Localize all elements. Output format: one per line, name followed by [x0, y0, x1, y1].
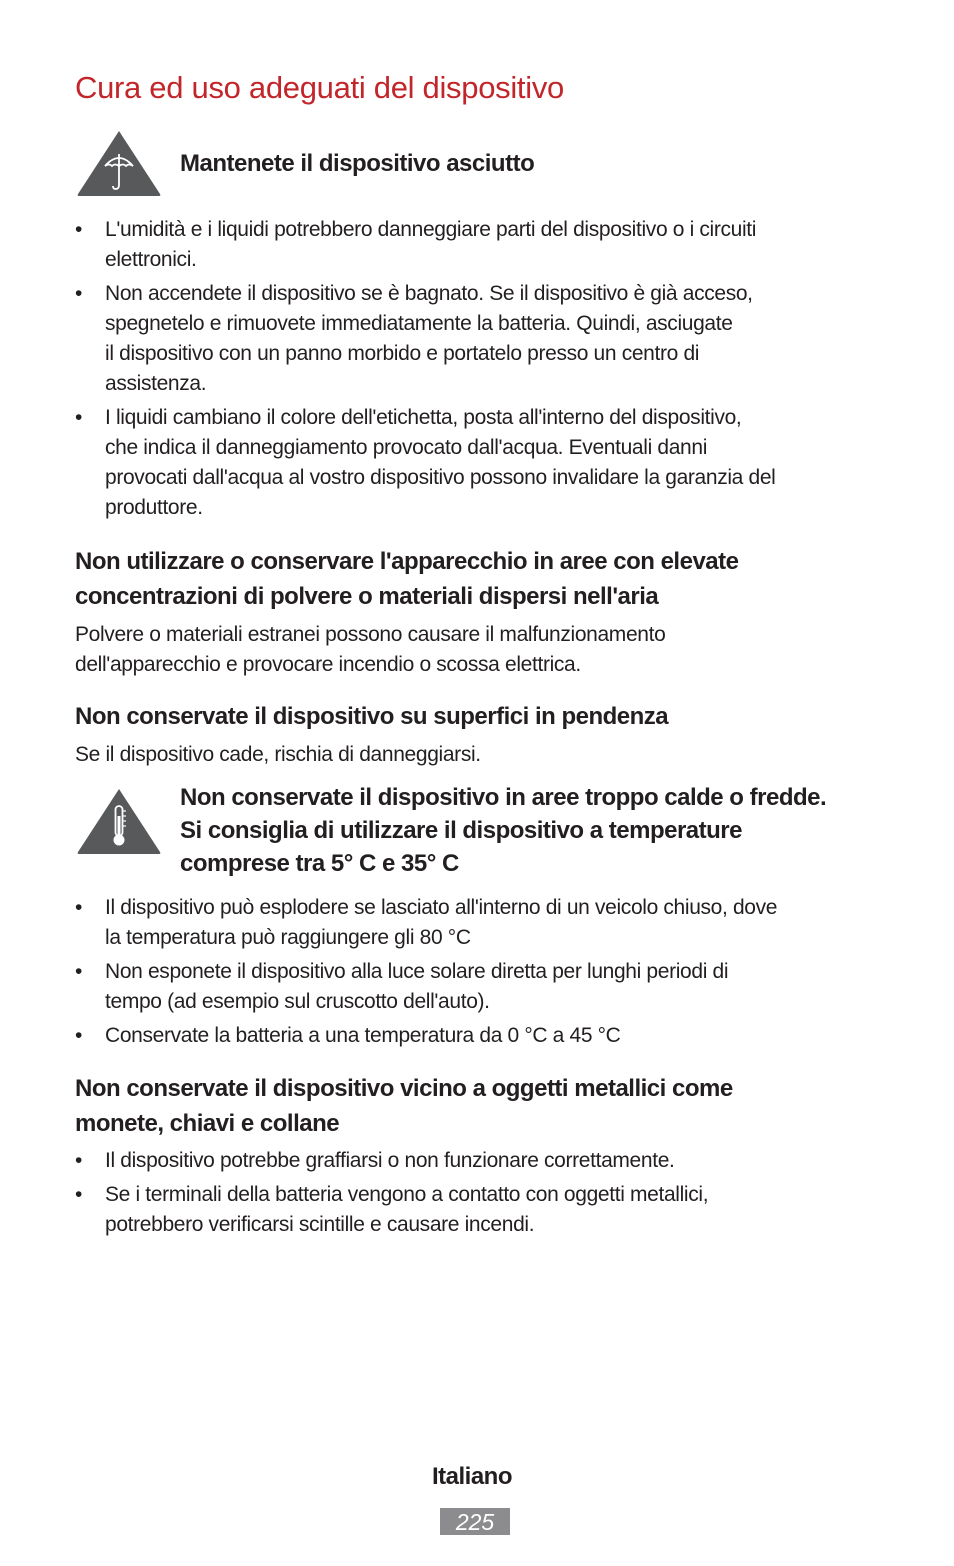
text-line: assistenza. — [105, 372, 207, 395]
heading-line: concentrazioni di polvere o materiali dispersi nell'aria — [75, 583, 659, 610]
section-heading-metal — [75, 1071, 733, 1141]
bullet-icon: • — [75, 406, 83, 429]
heading-line: Non conservate il dispositivo vicino a oggetti metallici come — [75, 1075, 733, 1102]
text-line: Non accendete il dispositivo se è bagnato. Se il dispositivo è già acceso, — [105, 282, 753, 305]
list-item — [75, 1021, 875, 1051]
bullet-icon: • — [75, 218, 83, 241]
heading-line: comprese tra 5° C e 35° C — [180, 850, 459, 877]
bullet-icon: • — [75, 282, 83, 305]
list-item — [75, 893, 875, 953]
section-heading-temperature — [180, 781, 826, 880]
umbrella-warning-icon — [75, 128, 163, 198]
section-heading-slope — [75, 699, 668, 734]
section-heading-keep-dry — [180, 147, 534, 180]
text-line: potrebbero verificarsi scintille e causare incendi. — [105, 1213, 535, 1236]
text-line: Se il dispositivo cade, rischia di danneggiarsi. — [75, 743, 481, 766]
paragraph-slope — [75, 740, 481, 770]
paragraph-dust — [75, 620, 665, 680]
text-line: Polvere o materiali estranei possono causare il malfunzionamento — [75, 623, 666, 646]
footer-language: Italiano — [431, 1463, 512, 1490]
heading-line: Mantenete il dispositivo asciutto — [180, 150, 535, 177]
text-line: I liquidi cambiano il colore dell'etichetta, posta all'interno del dispositivo, — [105, 406, 742, 429]
text-line: Se i terminali della batteria vengono a contatto con oggetti metallici, — [105, 1183, 709, 1206]
list-item — [75, 403, 875, 523]
text-line: L'umidità e i liquidi potrebbero danneggiare parti del dispositivo o i circuiti — [105, 218, 757, 241]
heading-line: Non conservate il dispositivo in aree troppo calde o fredde. — [180, 784, 827, 811]
text-line: dell'apparecchio e provocare incendio o scossa elettrica. — [75, 653, 581, 676]
list-item — [75, 215, 875, 275]
bullet-icon: • — [75, 1183, 83, 1206]
text-line: tempo (ad esempio sul cruscotto dell'auto). — [105, 990, 490, 1013]
list-item — [75, 279, 875, 399]
heading-line: Non utilizzare o conservare l'apparecchio in aree con elevate — [75, 548, 739, 575]
page-title: Cura ed uso adeguati del dispositivo — [75, 70, 564, 105]
text-line: che indica il danneggiamento provocato dall'acqua. Eventuali danni — [105, 436, 708, 459]
page-number: 225 — [440, 1508, 510, 1535]
bullet-icon: • — [75, 1024, 83, 1047]
section-heading-dust — [75, 544, 738, 614]
bullet-list-keep-dry — [75, 215, 875, 527]
text-line: la temperatura può raggiungere gli 80 °C — [105, 926, 471, 949]
text-line: Il dispositivo potrebbe graffiarsi o non funzionare correttamente. — [105, 1149, 675, 1172]
heading-line: Non conservate il dispositivo su superfici in pendenza — [75, 703, 669, 730]
text-line: Il dispositivo può esplodere se lasciato all'interno di un veicolo chiuso, dove — [105, 896, 778, 919]
thermometer-warning-icon — [75, 786, 163, 856]
list-item — [75, 957, 875, 1017]
text-line: Conservate la batteria a una temperatura da 0 °C a 45 °C — [105, 1024, 621, 1047]
list-item — [75, 1180, 875, 1240]
heading-line: monete, chiavi e collane — [75, 1110, 340, 1137]
text-line: Non esponete il dispositivo alla luce solare diretta per lunghi periodi di — [105, 960, 729, 983]
bullet-icon: • — [75, 960, 83, 983]
bullet-list-temperature — [75, 893, 875, 1055]
list-item — [75, 1146, 875, 1176]
bullet-list-metal — [75, 1146, 875, 1244]
text-line: elettronici. — [105, 248, 197, 271]
text-line: provocati dall'acqua al vostro dispositivo possono invalidare la garanzia del — [105, 466, 776, 489]
text-line: produttore. — [105, 496, 203, 519]
heading-line: Si consiglia di utilizzare il dispositivo a temperature — [180, 817, 742, 844]
bullet-icon: • — [75, 1149, 83, 1172]
text-line: spegnetelo e rimuovete immediatamente la batteria. Quindi, asciugate — [105, 312, 733, 335]
bullet-icon: • — [75, 896, 83, 919]
text-line: il dispositivo con un panno morbido e portatelo presso un centro di — [105, 342, 700, 365]
